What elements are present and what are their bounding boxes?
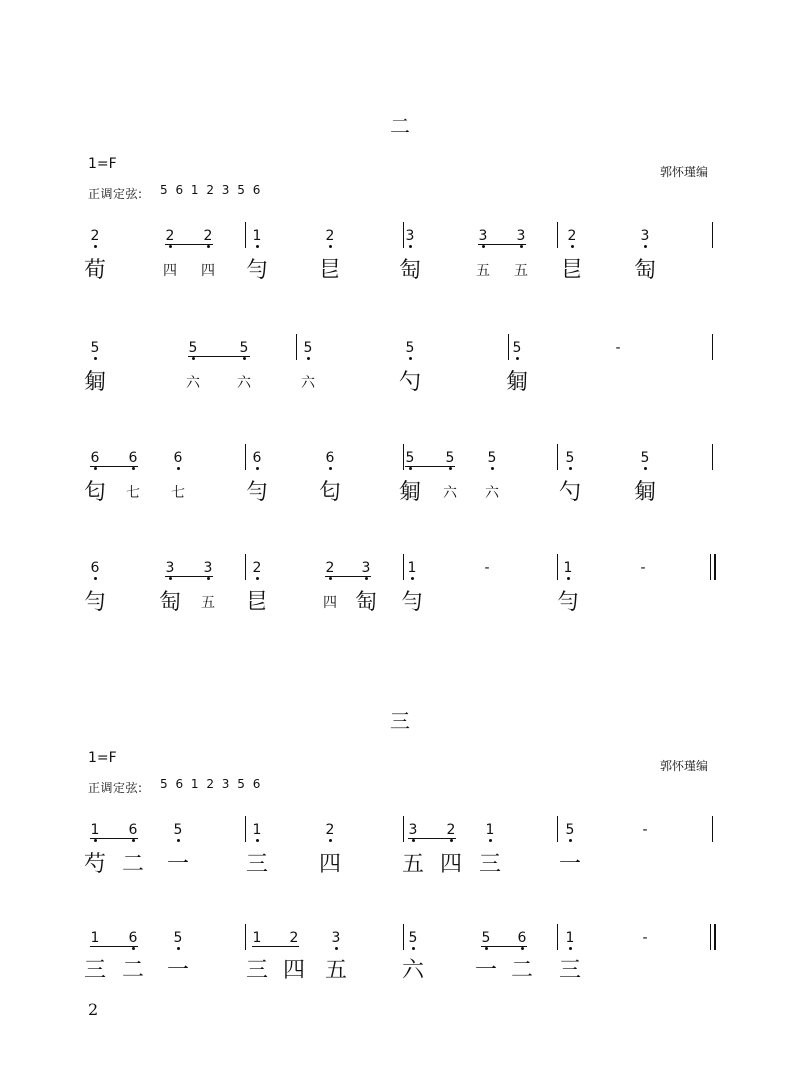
jianpu-note	[507, 340, 527, 356]
octave-dot-below	[207, 577, 210, 580]
bar-line	[403, 554, 404, 580]
note-digit: 5	[640, 450, 650, 466]
octave-dot-below	[569, 467, 572, 470]
note-digit: 5	[408, 930, 418, 946]
octave-dot-below	[521, 947, 524, 950]
tab-character: 一	[558, 852, 581, 877]
tab-character: 㫐	[318, 258, 341, 283]
beam-line	[188, 356, 250, 357]
tab-character: 六	[186, 375, 200, 391]
rest-dash	[633, 560, 653, 576]
rest-dash	[635, 822, 655, 838]
octave-dot-below	[482, 245, 485, 248]
tab-character: 匔	[398, 480, 421, 505]
beam-line	[90, 946, 138, 947]
octave-dot-below	[132, 839, 135, 842]
jianpu-note	[558, 560, 578, 576]
bar-line	[245, 554, 246, 580]
note-digit: 5	[173, 822, 183, 838]
tab-character: 四	[439, 852, 462, 877]
note-digit: 5	[173, 930, 183, 946]
tab-character: 匔	[83, 370, 106, 395]
jianpu-note	[560, 822, 580, 838]
octave-dot-below	[94, 357, 97, 360]
bar-line	[403, 816, 404, 842]
jianpu-note	[320, 228, 340, 244]
octave-dot-below	[644, 467, 647, 470]
rest-dash	[477, 560, 497, 576]
final-bar-thin	[710, 924, 711, 950]
bar-line	[557, 222, 558, 248]
note-digit: -	[484, 560, 490, 576]
jianpu-note	[247, 930, 267, 946]
jianpu-note	[441, 822, 461, 838]
note-digit: 1	[252, 228, 262, 244]
note-digit: 2	[567, 228, 577, 244]
jianpu-note	[123, 822, 143, 838]
octave-dot-below	[256, 839, 259, 842]
tab-character: 五	[514, 263, 528, 279]
jianpu-note	[160, 228, 180, 244]
tab-character: 一	[166, 958, 189, 983]
octave-dot-below	[485, 947, 488, 950]
tab-character: 匋	[633, 258, 656, 283]
octave-dot-below	[94, 245, 97, 248]
jianpu-note	[183, 340, 203, 356]
tab-character: 二	[121, 852, 144, 877]
note-digit: 6	[90, 450, 100, 466]
tab-character: 勻	[245, 258, 268, 283]
jianpu-note	[480, 822, 500, 838]
tab-character: 一	[474, 958, 497, 983]
bar-line	[245, 816, 246, 842]
octave-dot-below	[409, 357, 412, 360]
tab-character: 五	[476, 263, 490, 279]
jianpu-note	[403, 822, 423, 838]
tab-character: 三	[558, 958, 581, 983]
tuning-label: 正调定弦:	[88, 781, 143, 795]
note-digit: 3	[331, 930, 341, 946]
tab-character: 四	[323, 595, 337, 611]
tab-character: 勺	[398, 370, 421, 395]
octave-dot-below	[169, 245, 172, 248]
octave-dot-below	[94, 839, 97, 842]
note-digit: 5	[188, 340, 198, 356]
tab-character: 三	[478, 852, 501, 877]
bar-line	[557, 816, 558, 842]
note-digit: 2	[252, 560, 262, 576]
tab-character: 勻	[400, 590, 423, 615]
octave-dot-below	[329, 467, 332, 470]
octave-dot-below	[94, 467, 97, 470]
tab-character: 四	[163, 263, 177, 279]
note-digit: 2	[90, 228, 100, 244]
final-bar-thick	[714, 924, 716, 950]
tab-character: 六	[401, 958, 424, 983]
jianpu-note	[247, 822, 267, 838]
octave-dot-below	[571, 245, 574, 248]
octave-dot-below	[94, 577, 97, 580]
jianpu-note	[403, 930, 423, 946]
octave-dot-below	[567, 577, 570, 580]
note-digit: 6	[517, 930, 527, 946]
jianpu-note	[85, 228, 105, 244]
tab-character: 一	[166, 852, 189, 877]
page-number: 2	[88, 1000, 99, 1019]
bar-line	[296, 334, 297, 360]
beam-line	[408, 838, 456, 839]
jianpu-note	[123, 930, 143, 946]
tab-character: 勻	[83, 590, 106, 615]
octave-dot-below	[644, 245, 647, 248]
note-digit: 5	[565, 450, 575, 466]
jianpu-note	[247, 450, 267, 466]
tab-character: 三	[245, 958, 268, 983]
tab-character: 㫐	[560, 258, 583, 283]
beam-line	[252, 946, 299, 947]
jianpu-note	[85, 822, 105, 838]
tab-character: 六	[237, 375, 251, 391]
octave-dot-below	[450, 839, 453, 842]
note-digit: 5	[405, 340, 415, 356]
note-digit: 1	[563, 560, 573, 576]
octave-dot-below	[411, 577, 414, 580]
jianpu-note	[560, 450, 580, 466]
note-digit: 6	[128, 822, 138, 838]
tab-character: 四	[318, 852, 341, 877]
bar-line	[245, 444, 246, 470]
jianpu-note	[562, 228, 582, 244]
note-digit: 1	[90, 930, 100, 946]
bar-line	[403, 924, 404, 950]
jianpu-note	[85, 560, 105, 576]
jianpu-note	[473, 228, 493, 244]
beam-line	[90, 466, 138, 467]
octave-dot-below	[329, 839, 332, 842]
tab-character: 匋	[398, 258, 421, 283]
tab-character: 勺	[558, 480, 581, 505]
note-digit: -	[615, 340, 621, 356]
beam-line	[481, 946, 527, 947]
beam-line	[478, 244, 526, 245]
tuning-notes: 5 6 1 2 3 5 6	[160, 183, 263, 197]
tab-character: 㫐	[245, 590, 268, 615]
beam-line	[405, 466, 455, 467]
octave-dot-below	[132, 467, 135, 470]
jianpu-note	[560, 930, 580, 946]
note-digit: 6	[325, 450, 335, 466]
octave-dot-below	[177, 947, 180, 950]
note-digit: 5	[565, 822, 575, 838]
jianpu-note	[400, 340, 420, 356]
jianpu-note	[284, 930, 304, 946]
beam-line	[165, 244, 213, 245]
octave-dot-below	[365, 577, 368, 580]
note-digit: 5	[303, 340, 313, 356]
note-digit: 1	[407, 560, 417, 576]
tab-character: 匔	[505, 370, 528, 395]
jianpu-note	[160, 560, 180, 576]
jianpu-note	[234, 340, 254, 356]
octave-dot-below	[412, 839, 415, 842]
beam-line	[90, 838, 138, 839]
jianpu-note	[320, 450, 340, 466]
tab-character: 勻	[245, 480, 268, 505]
note-digit: 1	[90, 822, 100, 838]
beam-line	[165, 576, 213, 577]
note-digit: 5	[239, 340, 249, 356]
tab-character: 五	[201, 595, 215, 611]
tab-character: 匋	[354, 590, 377, 615]
bar-line	[712, 334, 713, 360]
tuning-notes: 5 6 1 2 3 5 6	[160, 777, 263, 791]
octave-dot-below	[243, 357, 246, 360]
tab-character: 荀	[83, 258, 106, 283]
bar-line	[508, 334, 509, 360]
bar-line	[557, 924, 558, 950]
bar-line	[557, 554, 558, 580]
tab-character: 匂	[83, 480, 106, 505]
octave-dot-below	[177, 839, 180, 842]
tab-character: 匔	[633, 480, 656, 505]
note-digit: 5	[487, 450, 497, 466]
jianpu-note	[635, 450, 655, 466]
bar-line	[245, 924, 246, 950]
note-digit: 6	[252, 450, 262, 466]
note-digit: 2	[446, 822, 456, 838]
note-digit: 1	[252, 822, 262, 838]
octave-dot-below	[489, 839, 492, 842]
note-digit: 6	[128, 450, 138, 466]
jianpu-note	[298, 340, 318, 356]
note-digit: 2	[325, 822, 335, 838]
note-digit: 1	[565, 930, 575, 946]
bar-line	[245, 222, 246, 248]
key-signature: 1=F	[88, 156, 117, 172]
note-digit: 3	[408, 822, 418, 838]
beam-line	[325, 576, 371, 577]
tab-character: 二	[121, 958, 144, 983]
octave-dot-below	[256, 245, 259, 248]
note-digit: 1	[485, 822, 495, 838]
bar-line	[403, 444, 404, 470]
tab-character: 四	[282, 958, 305, 983]
tab-character: 五	[324, 958, 347, 983]
arranger-credit: 郭怀瑾编	[660, 165, 709, 179]
tab-character: 匂	[318, 480, 341, 505]
tab-character: 三	[245, 852, 268, 877]
note-digit: -	[642, 822, 648, 838]
octave-dot-below	[192, 357, 195, 360]
tab-character: 七	[126, 485, 140, 501]
jianpu-note	[168, 450, 188, 466]
octave-dot-below	[177, 467, 180, 470]
note-digit: 5	[405, 450, 415, 466]
octave-dot-below	[520, 245, 523, 248]
tuning-label: 正调定弦:	[88, 187, 143, 201]
octave-dot-below	[307, 357, 310, 360]
note-digit: 2	[325, 560, 335, 576]
jianpu-note	[123, 450, 143, 466]
tab-character: 匋	[158, 590, 181, 615]
note-digit: 3	[478, 228, 488, 244]
jianpu-note	[635, 228, 655, 244]
note-digit: 3	[640, 228, 650, 244]
jianpu-note	[482, 450, 502, 466]
section-title: 二	[390, 114, 410, 138]
note-digit: 3	[361, 560, 371, 576]
jianpu-note	[511, 228, 531, 244]
tab-character: 六	[485, 485, 499, 501]
jianpu-note	[440, 450, 460, 466]
tab-character: 七	[171, 485, 185, 501]
note-digit: 5	[481, 930, 491, 946]
note-digit: 1	[252, 930, 262, 946]
rest-dash	[635, 930, 655, 946]
note-digit: 3	[203, 560, 213, 576]
jianpu-note	[320, 560, 340, 576]
octave-dot-below	[409, 467, 412, 470]
tab-character: 芍	[83, 852, 106, 877]
tab-character: 四	[201, 263, 215, 279]
final-bar-thick	[714, 554, 716, 580]
bar-line	[712, 222, 713, 248]
octave-dot-below	[329, 577, 332, 580]
tab-character: 二	[510, 958, 533, 983]
note-digit: 3	[405, 228, 415, 244]
jianpu-note	[85, 340, 105, 356]
jianpu-note	[320, 822, 340, 838]
jianpu-note	[476, 930, 496, 946]
jianpu-note	[356, 560, 376, 576]
jianpu-note	[85, 930, 105, 946]
note-digit: 2	[203, 228, 213, 244]
note-digit: 6	[128, 930, 138, 946]
bar-line	[557, 444, 558, 470]
octave-dot-below	[256, 577, 259, 580]
octave-dot-below	[329, 245, 332, 248]
note-digit: 5	[445, 450, 455, 466]
octave-dot-below	[516, 357, 519, 360]
note-digit: -	[640, 560, 646, 576]
key-signature: 1=F	[88, 750, 117, 766]
note-digit: 3	[165, 560, 175, 576]
octave-dot-below	[132, 947, 135, 950]
tab-character: 勻	[556, 590, 579, 615]
jianpu-note	[402, 560, 422, 576]
jianpu-note	[85, 450, 105, 466]
jianpu-note	[168, 930, 188, 946]
octave-dot-below	[169, 577, 172, 580]
bar-line	[712, 444, 713, 470]
note-digit: 2	[325, 228, 335, 244]
note-digit: 2	[165, 228, 175, 244]
bar-line	[712, 816, 713, 842]
jianpu-note	[326, 930, 346, 946]
octave-dot-below	[569, 839, 572, 842]
octave-dot-below	[412, 947, 415, 950]
jianpu-note	[198, 228, 218, 244]
tab-character: 五	[401, 852, 424, 877]
tab-character: 六	[301, 375, 315, 391]
jianpu-note	[512, 930, 532, 946]
note-digit: 2	[289, 930, 299, 946]
bar-line	[403, 222, 404, 248]
jianpu-note	[247, 228, 267, 244]
note-digit: 5	[512, 340, 522, 356]
note-digit: 6	[173, 450, 183, 466]
note-digit: -	[642, 930, 648, 946]
octave-dot-below	[569, 947, 572, 950]
note-digit: 5	[90, 340, 100, 356]
note-digit: 6	[90, 560, 100, 576]
octave-dot-below	[449, 467, 452, 470]
note-digit: 3	[516, 228, 526, 244]
octave-dot-below	[335, 947, 338, 950]
section-title: 三	[390, 709, 410, 733]
octave-dot-below	[256, 467, 259, 470]
tab-character: 六	[443, 485, 457, 501]
jianpu-note	[247, 560, 267, 576]
jianpu-note	[198, 560, 218, 576]
jianpu-note	[168, 822, 188, 838]
octave-dot-below	[409, 245, 412, 248]
final-bar-thin	[710, 554, 711, 580]
octave-dot-below	[491, 467, 494, 470]
octave-dot-below	[207, 245, 210, 248]
rest-dash	[608, 340, 628, 356]
arranger-credit: 郭怀瑾编	[660, 759, 709, 773]
tab-character: 三	[83, 958, 106, 983]
